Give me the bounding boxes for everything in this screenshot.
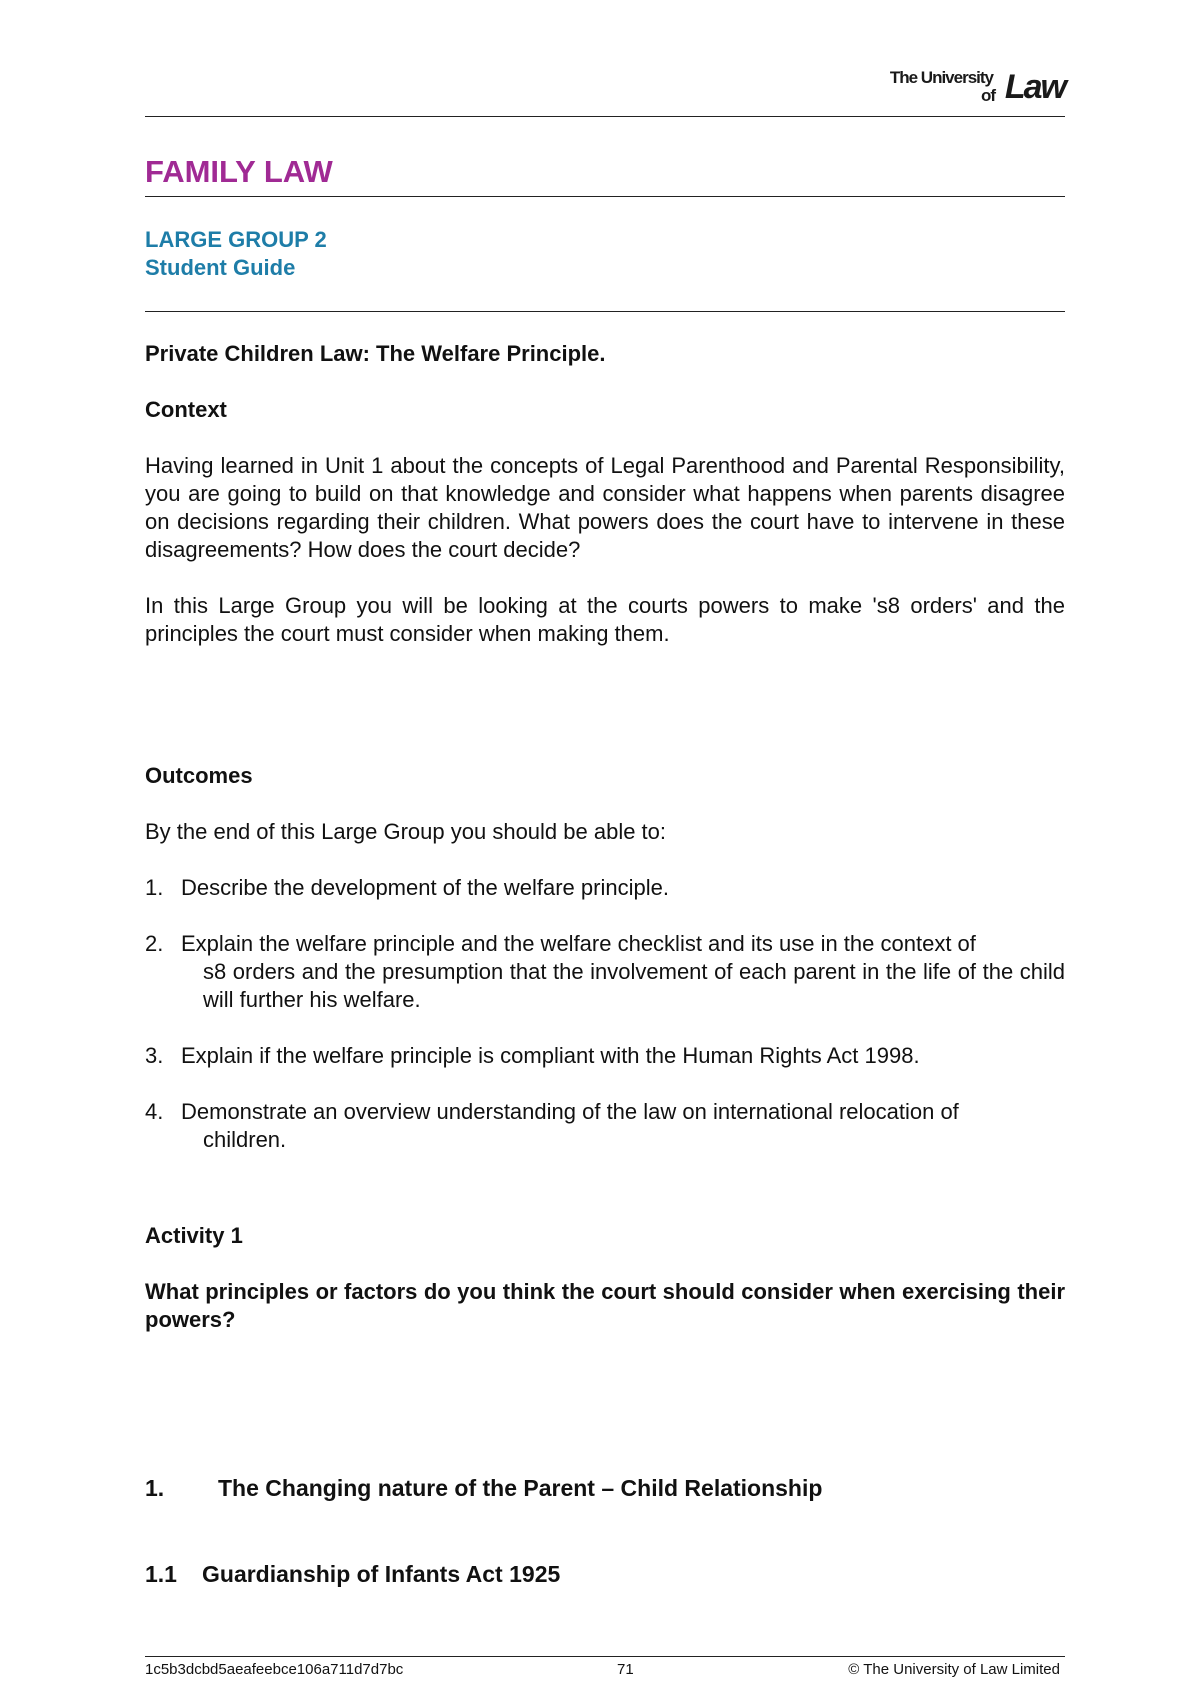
list-item-text: Explain if the welfare principle is compliant with the Human Rights Act 1998. (181, 1043, 920, 1068)
list-item-text: Describe the development of the welfare principle. (181, 875, 669, 900)
document-page (145, 0, 1065, 1696)
activity-question: What principles or factors do you think the court should consider when exercising their powers? (145, 1279, 1065, 1332)
subtitle-group: LARGE GROUP 2 (145, 227, 327, 252)
logo-line2: of (980, 86, 995, 105)
outcomes-heading: Outcomes (145, 763, 253, 788)
list-item-text: Demonstrate an overview understanding of the law on international relocation of (181, 1099, 959, 1124)
list-item-number: 3. (145, 1043, 164, 1068)
list-item (145, 874, 1065, 902)
section-number: 1. (145, 1475, 165, 1501)
list-item (145, 930, 1065, 1014)
list-item-number: 1. (145, 875, 164, 900)
title-rule (145, 196, 1065, 197)
subsection-number: 1.1 (145, 1561, 177, 1587)
logo-word: Law (1004, 68, 1065, 106)
outcomes-intro: By the end of this Large Group you should be able to: (145, 819, 667, 844)
document-code: 1c5b3dcbd5aeafeebce106a711d7d7bc (145, 1661, 404, 1678)
list-item-number: 2. (145, 931, 164, 956)
footer-rule (145, 1656, 1065, 1657)
list-item-continuation: s8 orders and the presumption that the involvement of each parent in the life of the child will further his welfare. (203, 959, 1065, 1012)
university-logo (855, 66, 1065, 110)
context-paragraph-2: In this Large Group you will be looking at the courts powers to make 's8 orders' and the principles the court must consider when making them. (145, 593, 1065, 646)
copyright-notice: © The University of Law Limited (848, 1661, 1060, 1678)
topic-heading: Private Children Law: The Welfare Principle. (145, 341, 606, 366)
subtitle-guide: Student Guide (145, 255, 296, 280)
section-title: The Changing nature of the Parent – Child Relationship (218, 1475, 823, 1501)
list-item-continuation: children. (203, 1127, 287, 1152)
subsection-title: Guardianship of Infants Act 1925 (202, 1561, 561, 1587)
header-rule (145, 116, 1065, 117)
list-item (145, 1098, 1065, 1154)
list-item-number: 4. (145, 1099, 164, 1124)
subtitle-rule (145, 311, 1065, 312)
activity-heading: Activity 1 (145, 1223, 243, 1248)
page-title: FAMILY LAW (145, 154, 333, 189)
list-item-text: Explain the welfare principle and the welfare checklist and its use in the context of (181, 931, 976, 956)
context-heading: Context (145, 397, 227, 422)
context-paragraph-1: Having learned in Unit 1 about the concepts of Legal Parenthood and Parental Responsibility, you are going to build on that knowledge and consider what happens when parents disagree on decisions regarding their children. What powers does the court have to intervene in these disagreements? How does the court decide? (145, 453, 1065, 562)
logo-line1: The University (889, 68, 993, 87)
list-item (145, 1042, 1065, 1070)
page-number: 71 (617, 1661, 634, 1678)
